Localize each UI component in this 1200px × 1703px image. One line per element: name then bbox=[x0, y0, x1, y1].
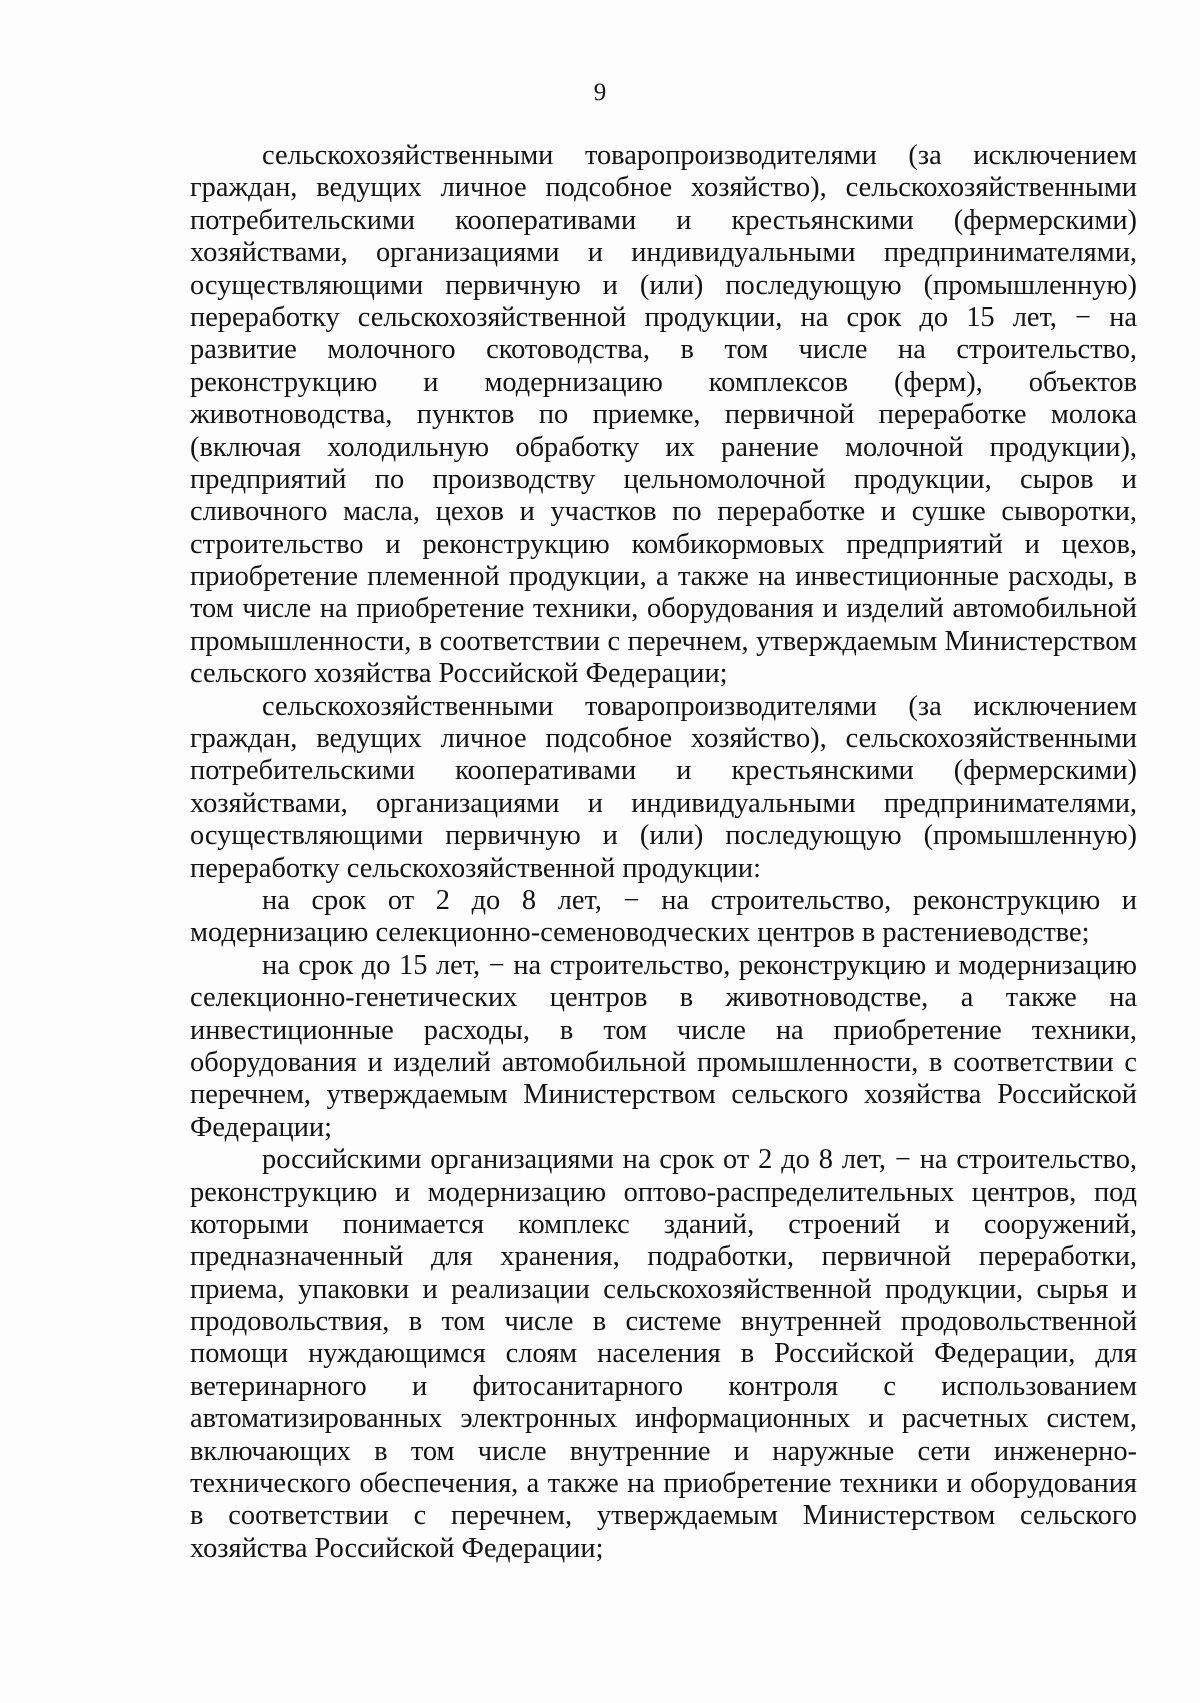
text-line: продовольствия, в том числе в системе внутренней продовольственной bbox=[190, 1306, 1137, 1338]
page-number: 9 bbox=[593, 79, 607, 106]
text-line: автоматизированных электронных информационных и расчетных систем, bbox=[190, 1403, 1137, 1435]
document-body bbox=[190, 140, 1137, 1565]
text-line: развитие молочного скотоводства, в том числе на строительство, bbox=[190, 334, 1137, 366]
text-line: технического обеспечения, а также на приобретение техники и оборудования bbox=[190, 1468, 1137, 1500]
text-line: потребительскими кооперативами и крестьянскими (фермерскими) bbox=[190, 204, 1137, 236]
text-line: осуществляющими первичную и (или) последующую (промышленную) bbox=[190, 820, 1137, 852]
text-line: хозяйства Российской Федерации; bbox=[190, 1532, 604, 1564]
text-line: животноводства, пунктов по приемке, первичной переработке молока bbox=[190, 399, 1137, 431]
text-line: сливочного масла, цехов и участков по переработке и сушке сыворотки, bbox=[190, 496, 1137, 528]
text-line: приобретение племенной продукции, а также на инвестиционные расходы, в bbox=[190, 561, 1137, 593]
text-line: сельского хозяйства Российской Федерации; bbox=[190, 658, 728, 690]
text-line: сельскохозяйственными товаропроизводителями (за исключением bbox=[262, 690, 1137, 722]
text-line: модернизацию селекционно-семеноводческих центров в растениеводстве; bbox=[190, 917, 1090, 949]
text-line: переработку сельскохозяйственной продукции, на срок до 15 лет, − на bbox=[190, 301, 1137, 333]
text-line: (включая холодильную обработку их ранение молочной продукции), bbox=[190, 431, 1137, 463]
text-line: строительство и реконструкцию комбикормовых предприятий и цехов, bbox=[190, 528, 1137, 560]
text-line: хозяйствами, организациями и индивидуальными предпринимателями, bbox=[190, 237, 1137, 269]
text-line: переработку сельскохозяйственной продукции: bbox=[190, 852, 762, 884]
text-line: на срок от 2 до 8 лет, − на строительство, реконструкцию и bbox=[262, 884, 1137, 916]
text-line: предприятий по производству цельномолочной продукции, сыров и bbox=[190, 463, 1137, 495]
text-line: предназначенный для хранения, подработки, первичной переработки, bbox=[190, 1241, 1137, 1273]
text-line: хозяйствами, организациями и индивидуальными предпринимателями, bbox=[190, 787, 1137, 819]
text-line: селекционно-генетических центров в животноводстве, а также на bbox=[190, 982, 1137, 1014]
text-line: на срок до 15 лет, − на строительство, реконструкцию и модернизацию bbox=[262, 949, 1137, 981]
text-line: реконструкцию и модернизацию оптово-распределительных центров, под bbox=[190, 1176, 1137, 1208]
text-line: Федерации; bbox=[190, 1111, 332, 1143]
text-line: ветеринарного и фитосанитарного контроля с использованием bbox=[190, 1370, 1137, 1402]
text-line: реконструкцию и модернизацию комплексов (ферм), объектов bbox=[190, 366, 1137, 398]
text-line: граждан, ведущих личное подсобное хозяйство), сельскохозяйственными bbox=[190, 723, 1137, 755]
text-line: помощи нуждающимся слоям населения в Российской Федерации, для bbox=[190, 1338, 1137, 1370]
text-line: граждан, ведущих личное подсобное хозяйство), сельскохозяйственными bbox=[190, 172, 1137, 204]
text-line: приема, упаковки и реализации сельскохозяйственной продукции, сырья и bbox=[190, 1273, 1137, 1305]
text-line: том числе на приобретение техники, оборудования и изделий автомобильной bbox=[190, 593, 1137, 625]
text-line: российскими организациями на срок от 2 до 8 лет, − на строительство, bbox=[262, 1144, 1137, 1176]
text-line: потребительскими кооперативами и крестьянскими (фермерскими) bbox=[190, 755, 1137, 787]
text-line: инвестиционные расходы, в том числе на приобретение техники, bbox=[190, 1014, 1137, 1046]
text-line: которыми понимается комплекс зданий, строений и сооружений, bbox=[190, 1208, 1137, 1240]
text-line: сельскохозяйственными товаропроизводителями (за исключением bbox=[262, 140, 1137, 171]
text-line: промышленности, в соответствии с перечнем, утверждаемым Министерством bbox=[190, 625, 1137, 657]
text-line: осуществляющими первичную и (или) последующую (промышленную) bbox=[190, 269, 1137, 301]
text-line: включающих в том числе внутренние и наружные сети инженерно- bbox=[190, 1435, 1137, 1467]
text-line: перечнем, утверждаемым Министерством сельского хозяйства Российской bbox=[190, 1079, 1137, 1111]
text-line: в соответствии с перечнем, утверждаемым Министерством сельского bbox=[190, 1500, 1137, 1532]
text-line: оборудования и изделий автомобильной промышленности, в соответствии с bbox=[190, 1046, 1137, 1078]
